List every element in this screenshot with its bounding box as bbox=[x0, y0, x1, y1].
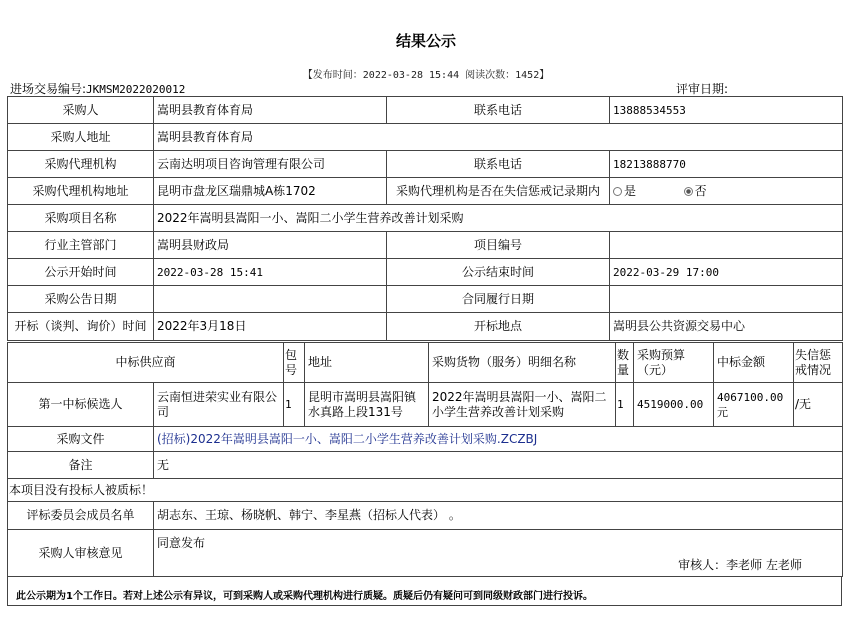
notice-end-label: 公示结束时间 bbox=[387, 259, 610, 286]
credit-no-radio[interactable] bbox=[684, 187, 693, 196]
buyer-address-value: 嵩明县教育体育局 bbox=[154, 124, 843, 151]
buyer-address-label: 采购人地址 bbox=[8, 124, 154, 151]
agent-credit-options bbox=[610, 178, 843, 205]
winner-supplier: 云南恒进荣实业有限公司 bbox=[154, 383, 284, 427]
project-number-value bbox=[610, 232, 843, 259]
remark-value: 无 bbox=[154, 452, 843, 479]
documents-cell bbox=[154, 427, 843, 452]
contract-date-value bbox=[610, 286, 843, 313]
documents-link[interactable]: (招标)2022年嵩明县嵩阳一小、嵩阳二小学生营养改善计划采购.ZCZBJ bbox=[157, 431, 538, 446]
winners-table bbox=[7, 342, 843, 427]
winner-lot: 1 bbox=[284, 383, 305, 427]
committee-value: 胡志东、王琼、杨晓帆、韩宁、李星燕（招标人代表） 。 bbox=[154, 502, 843, 530]
info-table bbox=[7, 96, 843, 341]
contract-date-label: 合同履行日期 bbox=[387, 286, 610, 313]
notice-start-label: 公示开始时间 bbox=[8, 259, 154, 286]
footer-note: 此公示期为1个工作日。若对上述公示有异议，可到采购人或采购代理机构进行质疑。质疑后仍有疑问可到同级财政部门进行投诉。 bbox=[7, 576, 842, 606]
project-number-label: 项目编号 bbox=[387, 232, 610, 259]
winner-amount: 4067100.00元 bbox=[714, 383, 794, 427]
announcement-date-label: 采购公告日期 bbox=[8, 286, 154, 313]
opening-time-label: 开标（谈判、询价）时间 bbox=[8, 313, 154, 341]
winner-budget: 4519000.00 bbox=[634, 383, 714, 427]
header-budget: 采购预算（元） bbox=[634, 343, 714, 383]
agent-value: 云南达明项目咨询管理有限公司 bbox=[154, 151, 387, 178]
reviewer-signature: 审核人：李老师 左老师 bbox=[678, 558, 802, 572]
opening-place-label: 开标地点 bbox=[387, 313, 610, 341]
agent-phone-value: 18213888770 bbox=[610, 151, 843, 178]
header-quantity: 数量 bbox=[616, 343, 634, 383]
project-name-value: 2022年嵩明县嵩阳一小、嵩阳二小学生营养改善计划采购 bbox=[154, 205, 843, 232]
header-goods: 采购货物（服务）明细名称 bbox=[429, 343, 616, 383]
winner-address: 昆明市嵩明县嵩阳镇水真路上段131号 bbox=[305, 383, 429, 427]
trade-number bbox=[10, 80, 185, 97]
review-date-label: 评审日期: bbox=[676, 82, 729, 96]
trade-number-label: 进场交易编号: bbox=[10, 82, 87, 96]
documents-label: 采购文件 bbox=[8, 427, 154, 452]
agent-address-label: 采购代理机构地址 bbox=[8, 178, 154, 205]
announcement-date-value bbox=[154, 286, 387, 313]
buyer-phone-value: 13888534553 bbox=[610, 97, 843, 124]
header-address: 地址 bbox=[305, 343, 429, 383]
no-complaint-note: 本项目没有投标人被质标！ bbox=[8, 479, 843, 502]
opening-time-value: 2022年3月18日 bbox=[154, 313, 387, 341]
winner-quantity: 1 bbox=[616, 383, 634, 427]
opinion-label: 采购人审核意见 bbox=[8, 530, 154, 577]
agent-credit-label: 采购代理机构是否在失信惩戒记录期内 bbox=[387, 178, 610, 205]
buyer-value: 嵩明县教育体育局 bbox=[154, 97, 387, 124]
agent-phone-label: 联系电话 bbox=[387, 151, 610, 178]
remark-label: 备注 bbox=[8, 452, 154, 479]
top-info-line bbox=[10, 80, 840, 96]
department-label: 行业主管部门 bbox=[8, 232, 154, 259]
winner-rank: 第一中标候选人 bbox=[8, 383, 154, 427]
extra-table bbox=[7, 426, 843, 577]
header-amount: 中标金额 bbox=[714, 343, 794, 383]
committee-label: 评标委员会成员名单 bbox=[8, 502, 154, 530]
publish-meta: 【发布时间：2022-03-28 15:44 阅读次数：1452】 bbox=[302, 70, 550, 81]
notice-start-value: 2022-03-28 15:41 bbox=[154, 259, 387, 286]
winner-credit: /无 bbox=[794, 383, 843, 427]
department-value: 嵩明县财政局 bbox=[154, 232, 387, 259]
credit-yes-label: 是 bbox=[624, 183, 637, 198]
header-credit: 失信惩戒情况 bbox=[794, 343, 843, 383]
page-title: 结果公示 bbox=[395, 32, 456, 50]
trade-number-value: JKMSM2022020012 bbox=[86, 83, 186, 96]
header-supplier: 中标供应商 bbox=[8, 343, 284, 383]
buyer-label: 采购人 bbox=[8, 97, 154, 124]
table-row bbox=[8, 383, 843, 427]
credit-yes-radio[interactable] bbox=[613, 187, 622, 196]
header-lot: 包号 bbox=[284, 343, 305, 383]
credit-no-label: 否 bbox=[694, 183, 707, 198]
opinion-value: 同意发布 bbox=[157, 536, 206, 550]
agent-address-value: 昆明市盘龙区瑞鼎城A栋1702 bbox=[154, 178, 387, 205]
opening-place-value: 嵩明县公共资源交易中心 bbox=[610, 313, 843, 341]
winner-goods: 2022年嵩明县嵩阳一小、嵩阳二小学生营养改善计划采购 bbox=[429, 383, 616, 427]
project-name-label: 采购项目名称 bbox=[8, 205, 154, 232]
buyer-phone-label: 联系电话 bbox=[387, 97, 610, 124]
agent-label: 采购代理机构 bbox=[8, 151, 154, 178]
opinion-cell bbox=[154, 530, 843, 577]
notice-end-value: 2022-03-29 17:00 bbox=[610, 259, 843, 286]
